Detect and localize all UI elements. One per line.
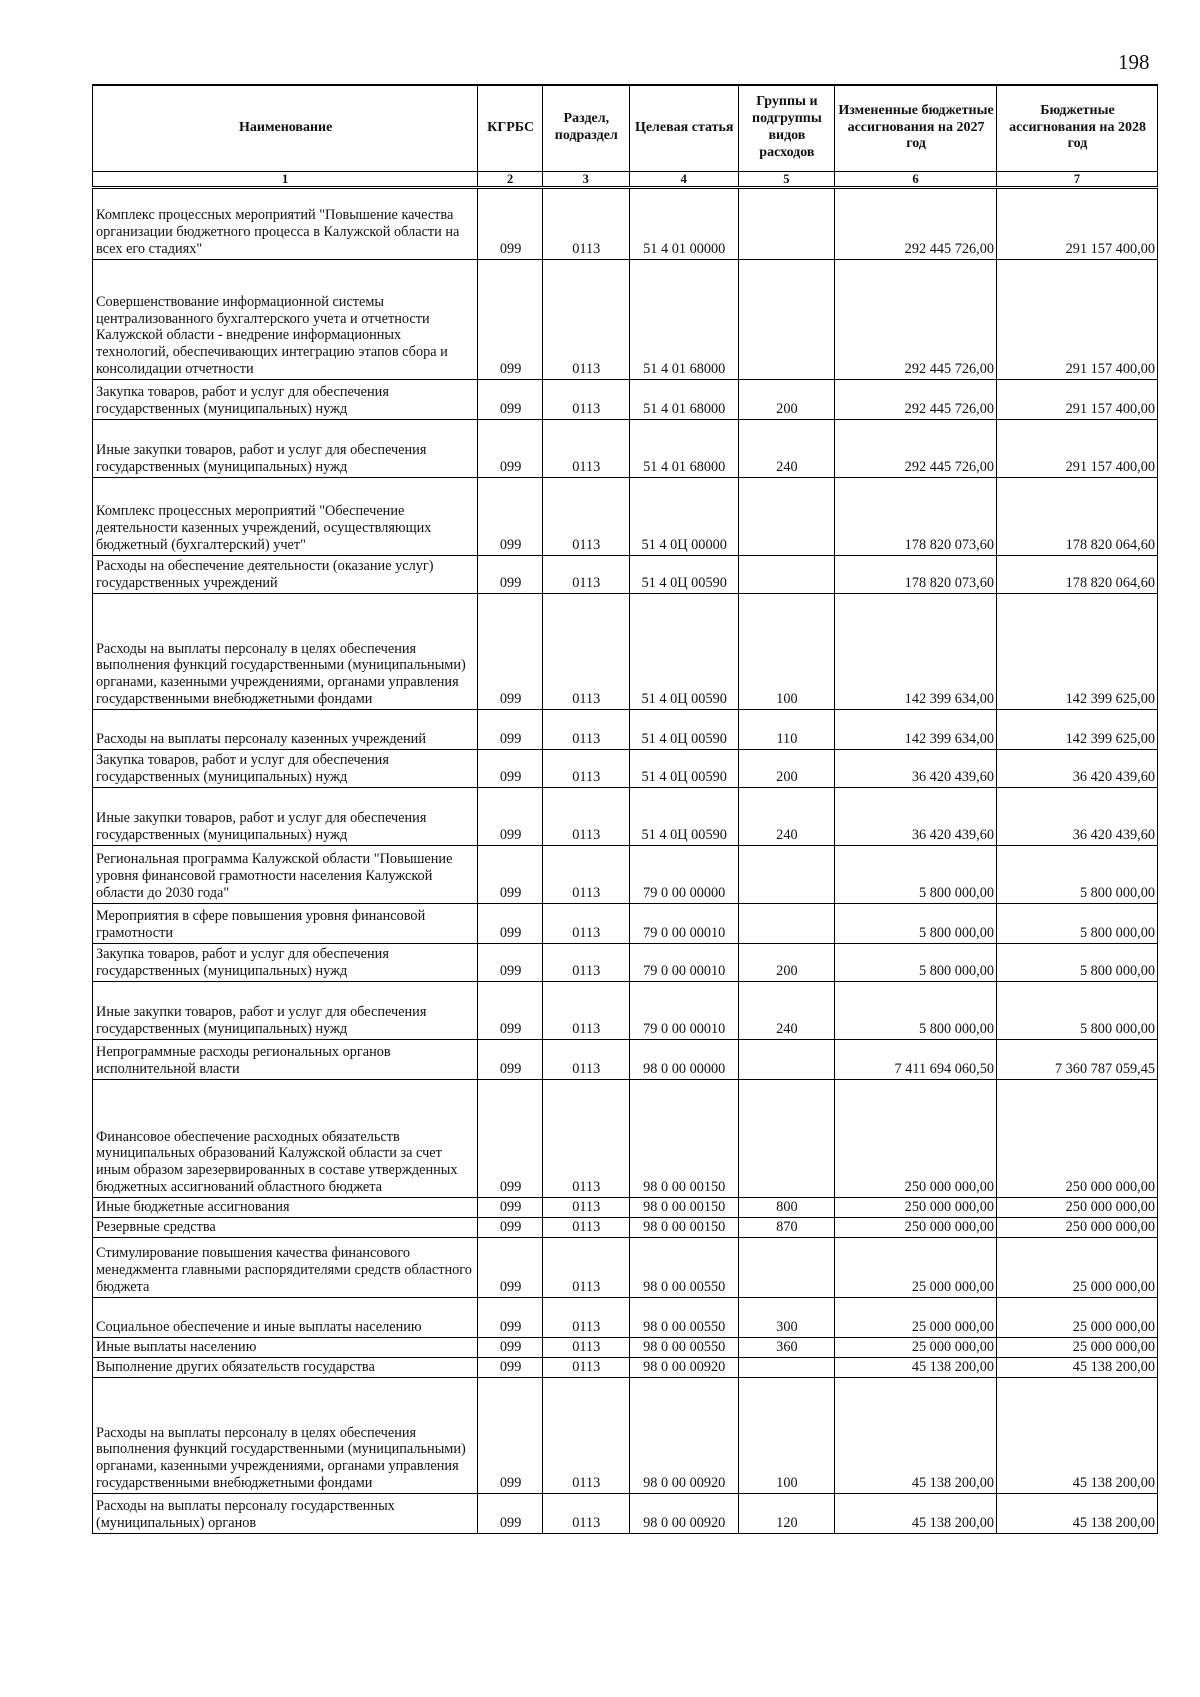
- row-allocation-2027: 45 138 200,00: [835, 1378, 997, 1494]
- row-expense-group: 100: [738, 594, 834, 710]
- table-row: [93, 420, 1158, 478]
- row-name: Совершенствование информационной системы централизованного бухгалтерского учета и отчетности Калужской области - внедрение информационных технологий, обеспечивающих интеграцию этапов сбора и консолидации отчетности: [93, 260, 478, 380]
- row-section: 0113: [542, 1378, 629, 1494]
- row-allocation-2028: 25 000 000,00: [997, 1238, 1158, 1298]
- table-row: [93, 478, 1158, 556]
- row-name: Иные бюджетные ассигнования: [93, 1198, 478, 1218]
- row-article: 51 4 0Ц 00590: [629, 710, 738, 750]
- row-expense-group: 240: [738, 982, 834, 1040]
- row-article: 51 4 0Ц 00000: [629, 478, 738, 556]
- row-expense-group: 110: [738, 710, 834, 750]
- row-section: 0113: [542, 1218, 629, 1238]
- row-name: Закупка товаров, работ и услуг для обеспечения государственных (муниципальных) нужд: [93, 944, 478, 982]
- row-allocation-2027: 250 000 000,00: [835, 1080, 997, 1198]
- table-row: [93, 904, 1158, 944]
- row-allocation-2027: 45 138 200,00: [835, 1494, 997, 1534]
- row-allocation-2027: 292 445 726,00: [835, 188, 997, 260]
- row-allocation-2028: 45 138 200,00: [997, 1358, 1158, 1378]
- row-name: Непрограммные расходы региональных органов исполнительной власти: [93, 1040, 478, 1080]
- row-allocation-2027: 25 000 000,00: [835, 1298, 997, 1338]
- table-row: [93, 750, 1158, 788]
- row-allocation-2028: 5 800 000,00: [997, 846, 1158, 904]
- header-article: Целевая статья: [629, 85, 738, 172]
- row-kgrbs: 099: [478, 750, 543, 788]
- row-article: 79 0 00 00010: [629, 904, 738, 944]
- row-allocation-2027: 36 420 439,60: [835, 750, 997, 788]
- table-row: [93, 1198, 1158, 1218]
- row-article: 51 4 0Ц 00590: [629, 788, 738, 846]
- row-expense-group: 120: [738, 1494, 834, 1534]
- row-kgrbs: 099: [478, 478, 543, 556]
- row-name: Иные закупки товаров, работ и услуг для обеспечения государственных (муниципальных) нужд: [93, 788, 478, 846]
- row-allocation-2027: 142 399 634,00: [835, 594, 997, 710]
- row-allocation-2028: 25 000 000,00: [997, 1298, 1158, 1338]
- row-expense-group: 100: [738, 1378, 834, 1494]
- row-name: Закупка товаров, работ и услуг для обеспечения государственных (муниципальных) нужд: [93, 750, 478, 788]
- row-allocation-2027: 7 411 694 060,50: [835, 1040, 997, 1080]
- column-number: 4: [629, 172, 738, 188]
- table-row: [93, 710, 1158, 750]
- table-row: [93, 1080, 1158, 1198]
- row-article: 51 4 0Ц 00590: [629, 750, 738, 788]
- row-expense-group: [738, 1238, 834, 1298]
- row-name: Региональная программа Калужской области "Повышение уровня финансовой грамотности населения Калужской области до 2030 года": [93, 846, 478, 904]
- row-section: 0113: [542, 1338, 629, 1358]
- row-name: Иные закупки товаров, работ и услуг для обеспечения государственных (муниципальных) нужд: [93, 420, 478, 478]
- column-number: 1: [93, 172, 478, 188]
- table-row: [93, 1358, 1158, 1378]
- row-article: 98 0 00 00920: [629, 1494, 738, 1534]
- row-kgrbs: 099: [478, 788, 543, 846]
- row-kgrbs: 099: [478, 556, 543, 594]
- row-kgrbs: 099: [478, 1198, 543, 1218]
- row-article: 98 0 00 00920: [629, 1358, 738, 1378]
- row-expense-group: [738, 556, 834, 594]
- row-allocation-2027: 5 800 000,00: [835, 846, 997, 904]
- row-article: 98 0 00 00150: [629, 1218, 738, 1238]
- row-section: 0113: [542, 380, 629, 420]
- row-kgrbs: 099: [478, 904, 543, 944]
- row-kgrbs: 099: [478, 982, 543, 1040]
- header-expense-group: Группы и подгруппы видов расходов: [738, 85, 834, 172]
- row-allocation-2027: 292 445 726,00: [835, 420, 997, 478]
- table-row: [93, 788, 1158, 846]
- header-allocation-2028: Бюджетные ассигнования на 2028 год: [997, 85, 1158, 172]
- row-article: 79 0 00 00010: [629, 982, 738, 1040]
- row-name: Резервные средства: [93, 1218, 478, 1238]
- header-row: [93, 85, 1158, 172]
- row-allocation-2027: 292 445 726,00: [835, 380, 997, 420]
- row-kgrbs: 099: [478, 944, 543, 982]
- row-section: 0113: [542, 594, 629, 710]
- row-kgrbs: 099: [478, 710, 543, 750]
- row-allocation-2028: 178 820 064,60: [997, 556, 1158, 594]
- row-article: 51 4 01 68000: [629, 260, 738, 380]
- row-allocation-2027: 250 000 000,00: [835, 1198, 997, 1218]
- table-row: [93, 260, 1158, 380]
- table-row: [93, 594, 1158, 710]
- row-expense-group: 200: [738, 380, 834, 420]
- row-section: 0113: [542, 420, 629, 478]
- table-row: [93, 944, 1158, 982]
- row-name: Комплекс процессных мероприятий "Обеспечение деятельности казенных учреждений, осуществляющих бюджетный (бухгалтерский) учет": [93, 478, 478, 556]
- row-expense-group: 200: [738, 944, 834, 982]
- row-expense-group: [738, 1358, 834, 1378]
- row-section: 0113: [542, 188, 629, 260]
- row-section: 0113: [542, 982, 629, 1040]
- row-expense-group: 200: [738, 750, 834, 788]
- header-allocation-2027: Измененные бюджетные ассигнования на 2027 год: [835, 85, 997, 172]
- row-allocation-2027: 292 445 726,00: [835, 260, 997, 380]
- header-section: Раздел, подраздел: [542, 85, 629, 172]
- row-allocation-2027: 36 420 439,60: [835, 788, 997, 846]
- column-number-row: [93, 172, 1158, 188]
- row-allocation-2028: 291 157 400,00: [997, 420, 1158, 478]
- row-section: 0113: [542, 846, 629, 904]
- row-expense-group: [738, 1040, 834, 1080]
- row-name: Мероприятия в сфере повышения уровня финансовой грамотности: [93, 904, 478, 944]
- row-kgrbs: 099: [478, 846, 543, 904]
- row-article: 51 4 01 00000: [629, 188, 738, 260]
- row-section: 0113: [542, 1198, 629, 1218]
- row-article: 98 0 00 00550: [629, 1238, 738, 1298]
- row-allocation-2028: 5 800 000,00: [997, 904, 1158, 944]
- row-name: Расходы на выплаты персоналу государственных (муниципальных) органов: [93, 1494, 478, 1534]
- row-name: Расходы на выплаты персоналу казенных учреждений: [93, 710, 478, 750]
- header-name: Наименование: [93, 85, 478, 172]
- row-allocation-2027: 25 000 000,00: [835, 1238, 997, 1298]
- table-row: [93, 1298, 1158, 1338]
- row-kgrbs: 099: [478, 188, 543, 260]
- row-allocation-2027: 5 800 000,00: [835, 982, 997, 1040]
- page-number: 198: [1118, 50, 1150, 74]
- row-section: 0113: [542, 478, 629, 556]
- row-section: 0113: [542, 1298, 629, 1338]
- column-number: 2: [478, 172, 543, 188]
- row-allocation-2028: 291 157 400,00: [997, 188, 1158, 260]
- row-kgrbs: 099: [478, 1040, 543, 1080]
- row-article: 51 4 01 68000: [629, 380, 738, 420]
- row-section: 0113: [542, 904, 629, 944]
- row-section: 0113: [542, 260, 629, 380]
- row-kgrbs: 099: [478, 380, 543, 420]
- row-name: Расходы на обеспечение деятельности (оказание услуг) государственных учреждений: [93, 556, 478, 594]
- row-section: 0113: [542, 788, 629, 846]
- row-allocation-2028: 45 138 200,00: [997, 1494, 1158, 1534]
- row-name: Финансовое обеспечение расходных обязательств муниципальных образований Калужской области за счет иным образом зарезервированных в составе утвержденных бюджетных ассигнований областного бюджета: [93, 1080, 478, 1198]
- row-allocation-2028: 250 000 000,00: [997, 1198, 1158, 1218]
- row-name: Иные закупки товаров, работ и услуг для обеспечения государственных (муниципальных) нужд: [93, 982, 478, 1040]
- table-row: [93, 982, 1158, 1040]
- row-allocation-2028: 5 800 000,00: [997, 944, 1158, 982]
- row-allocation-2027: 5 800 000,00: [835, 904, 997, 944]
- row-expense-group: 300: [738, 1298, 834, 1338]
- row-allocation-2027: 45 138 200,00: [835, 1358, 997, 1378]
- row-kgrbs: 099: [478, 1238, 543, 1298]
- row-expense-group: [738, 1080, 834, 1198]
- column-number: 6: [835, 172, 997, 188]
- table-row: [93, 188, 1158, 260]
- row-article: 79 0 00 00000: [629, 846, 738, 904]
- row-article: 51 4 0Ц 00590: [629, 594, 738, 710]
- row-allocation-2028: 291 157 400,00: [997, 260, 1158, 380]
- row-allocation-2027: 5 800 000,00: [835, 944, 997, 982]
- row-expense-group: 240: [738, 788, 834, 846]
- row-name: Расходы на выплаты персоналу в целях обеспечения выполнения функций государственными (муниципальными) органами, казенными учреждениями, органами управления государственными внебюджетными фондами: [93, 1378, 478, 1494]
- row-article: 98 0 00 00000: [629, 1040, 738, 1080]
- row-section: 0113: [542, 1358, 629, 1378]
- row-expense-group: [738, 188, 834, 260]
- row-section: 0113: [542, 750, 629, 788]
- row-expense-group: [738, 904, 834, 944]
- row-kgrbs: 099: [478, 1080, 543, 1198]
- row-kgrbs: 099: [478, 260, 543, 380]
- row-expense-group: [738, 846, 834, 904]
- row-name: Иные выплаты населению: [93, 1338, 478, 1358]
- column-number: 7: [997, 172, 1158, 188]
- row-allocation-2027: 142 399 634,00: [835, 710, 997, 750]
- row-article: 51 4 01 68000: [629, 420, 738, 478]
- row-expense-group: [738, 478, 834, 556]
- table-row: [93, 556, 1158, 594]
- row-kgrbs: 099: [478, 1358, 543, 1378]
- row-kgrbs: 099: [478, 1218, 543, 1238]
- row-section: 0113: [542, 1040, 629, 1080]
- row-expense-group: 800: [738, 1198, 834, 1218]
- table-row: [93, 1338, 1158, 1358]
- row-section: 0113: [542, 1238, 629, 1298]
- budget-table-body: [93, 188, 1158, 1534]
- row-article: 98 0 00 00550: [629, 1338, 738, 1358]
- table-row: [93, 1378, 1158, 1494]
- row-allocation-2027: 178 820 073,60: [835, 478, 997, 556]
- header-kgrbs: КГРБС: [478, 85, 543, 172]
- row-name: Выполнение других обязательств государства: [93, 1358, 478, 1378]
- row-section: 0113: [542, 710, 629, 750]
- table-row: [93, 380, 1158, 420]
- row-article: 79 0 00 00010: [629, 944, 738, 982]
- table-row: [93, 1040, 1158, 1080]
- row-kgrbs: 099: [478, 1338, 543, 1358]
- row-allocation-2028: 142 399 625,00: [997, 594, 1158, 710]
- row-article: 98 0 00 00550: [629, 1298, 738, 1338]
- row-allocation-2027: 250 000 000,00: [835, 1218, 997, 1238]
- table-row: [93, 1218, 1158, 1238]
- row-allocation-2028: 142 399 625,00: [997, 710, 1158, 750]
- row-kgrbs: 099: [478, 594, 543, 710]
- row-article: 98 0 00 00920: [629, 1378, 738, 1494]
- row-article: 98 0 00 00150: [629, 1080, 738, 1198]
- row-allocation-2027: 25 000 000,00: [835, 1338, 997, 1358]
- column-number: 3: [542, 172, 629, 188]
- row-name: Комплекс процессных мероприятий "Повышение качества организации бюджетного процесса в Калужской области на всех его стадиях": [93, 188, 478, 260]
- row-name: Социальное обеспечение и иные выплаты населению: [93, 1298, 478, 1338]
- column-number: 5: [738, 172, 834, 188]
- row-allocation-2027: 178 820 073,60: [835, 556, 997, 594]
- row-kgrbs: 099: [478, 1298, 543, 1338]
- row-kgrbs: 099: [478, 1378, 543, 1494]
- row-section: 0113: [542, 1080, 629, 1198]
- row-section: 0113: [542, 1494, 629, 1534]
- row-allocation-2028: 250 000 000,00: [997, 1080, 1158, 1198]
- row-allocation-2028: 45 138 200,00: [997, 1378, 1158, 1494]
- row-allocation-2028: 7 360 787 059,45: [997, 1040, 1158, 1080]
- row-section: 0113: [542, 556, 629, 594]
- row-name: Стимулирование повышения качества финансового менеджмента главными распорядителями средств областного бюджета: [93, 1238, 478, 1298]
- row-name: Закупка товаров, работ и услуг для обеспечения государственных (муниципальных) нужд: [93, 380, 478, 420]
- row-kgrbs: 099: [478, 1494, 543, 1534]
- row-name: Расходы на выплаты персоналу в целях обеспечения выполнения функций государственными (муниципальными) органами, казенными учреждениями, органами управления государственными внебюджетными фондами: [93, 594, 478, 710]
- row-allocation-2028: 5 800 000,00: [997, 982, 1158, 1040]
- row-allocation-2028: 250 000 000,00: [997, 1218, 1158, 1238]
- row-allocation-2028: 36 420 439,60: [997, 750, 1158, 788]
- row-expense-group: 240: [738, 420, 834, 478]
- row-allocation-2028: 25 000 000,00: [997, 1338, 1158, 1358]
- row-expense-group: 360: [738, 1338, 834, 1358]
- row-expense-group: 870: [738, 1218, 834, 1238]
- row-article: 51 4 0Ц 00590: [629, 556, 738, 594]
- table-row: [93, 846, 1158, 904]
- row-section: 0113: [542, 944, 629, 982]
- table-row: [93, 1494, 1158, 1534]
- row-expense-group: [738, 260, 834, 380]
- row-article: 98 0 00 00150: [629, 1198, 738, 1218]
- row-kgrbs: 099: [478, 420, 543, 478]
- row-allocation-2028: 178 820 064,60: [997, 478, 1158, 556]
- row-allocation-2028: 36 420 439,60: [997, 788, 1158, 846]
- budget-table: [92, 84, 1158, 1534]
- table-row: [93, 1238, 1158, 1298]
- row-allocation-2028: 291 157 400,00: [997, 380, 1158, 420]
